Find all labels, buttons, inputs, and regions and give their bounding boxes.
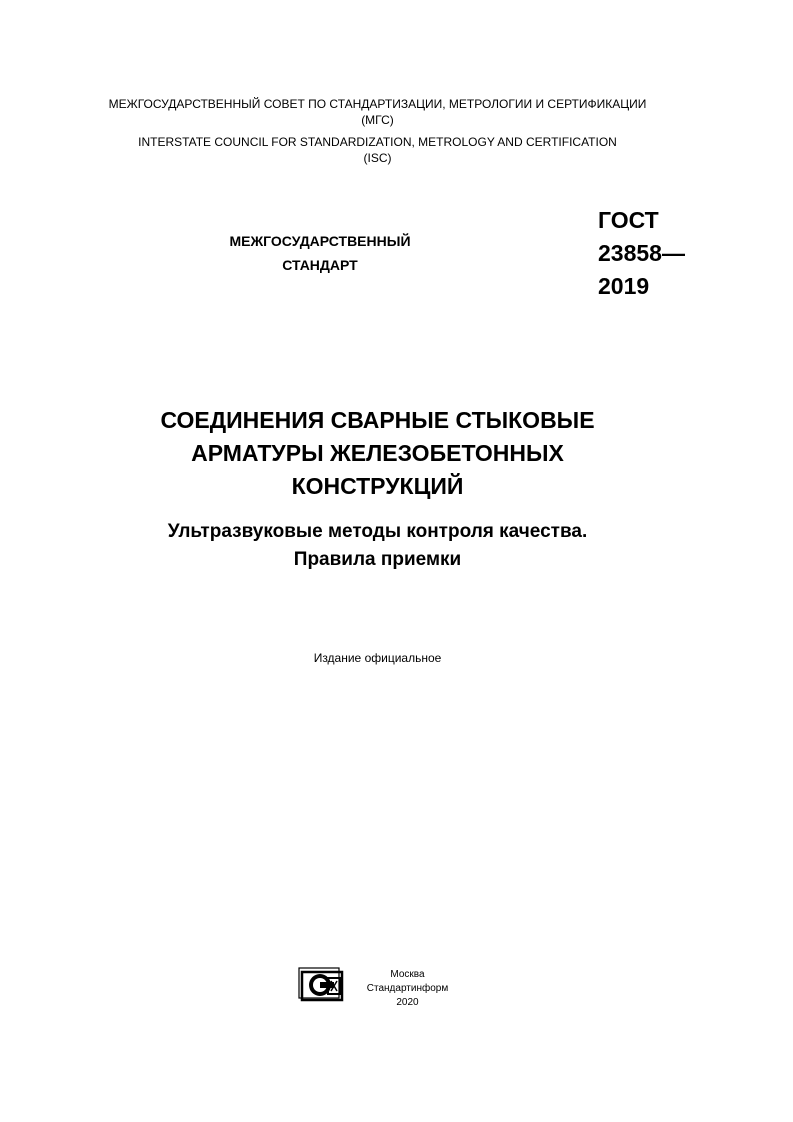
document-title-line2: АРМАТУРЫ ЖЕЛЕЗОБЕТОННЫХ	[191, 440, 564, 466]
council-name-ru-text: МЕЖГОСУДАРСТВЕННЫЙ СОВЕТ ПО СТАНДАРТИЗАЦИИ, МЕТРОЛОГИИ И СЕРТИФИКАЦИИ	[108, 97, 647, 111]
council-name-en	[0, 134, 755, 166]
document-title	[0, 404, 755, 503]
standard-type-line1: МЕЖГОСУДАРСТВЕННЫЙ	[229, 233, 411, 249]
standartinform-logo-icon	[298, 966, 346, 1004]
council-name-en-text: INTERSTATE COUNCIL FOR STANDARDIZATION, METROLOGY AND CERTIFICATION	[138, 135, 617, 149]
document-title-line3: КОНСТРУКЦИЙ	[291, 473, 464, 499]
standard-type	[170, 229, 470, 277]
standard-type-line2: СТАНДАРТ	[282, 257, 358, 273]
council-name-ru	[0, 96, 755, 128]
council-abbr-en: (ISC)	[363, 151, 392, 165]
imprint-year: 2020	[396, 997, 419, 1008]
document-title-line1: СОЕДИНЕНИЯ СВАРНЫЕ СТЫКОВЫЕ	[160, 407, 595, 433]
document-subtitle-line1: Ультразвуковые методы контроля качества.	[167, 521, 588, 542]
imprint	[350, 968, 465, 1010]
council-abbr-ru: (МГС)	[361, 113, 394, 127]
standard-number: 23858—	[598, 240, 685, 266]
standard-designation	[598, 204, 685, 303]
standard-year: 2019	[598, 273, 650, 299]
imprint-publisher: Стандартинформ	[366, 983, 449, 994]
document-subtitle	[0, 518, 755, 574]
imprint-city: Москва	[390, 969, 425, 980]
standard-code: ГОСТ	[598, 207, 659, 233]
document-subtitle-line2: Правила приемки	[293, 549, 462, 570]
edition-note: Издание официальное	[313, 651, 442, 665]
